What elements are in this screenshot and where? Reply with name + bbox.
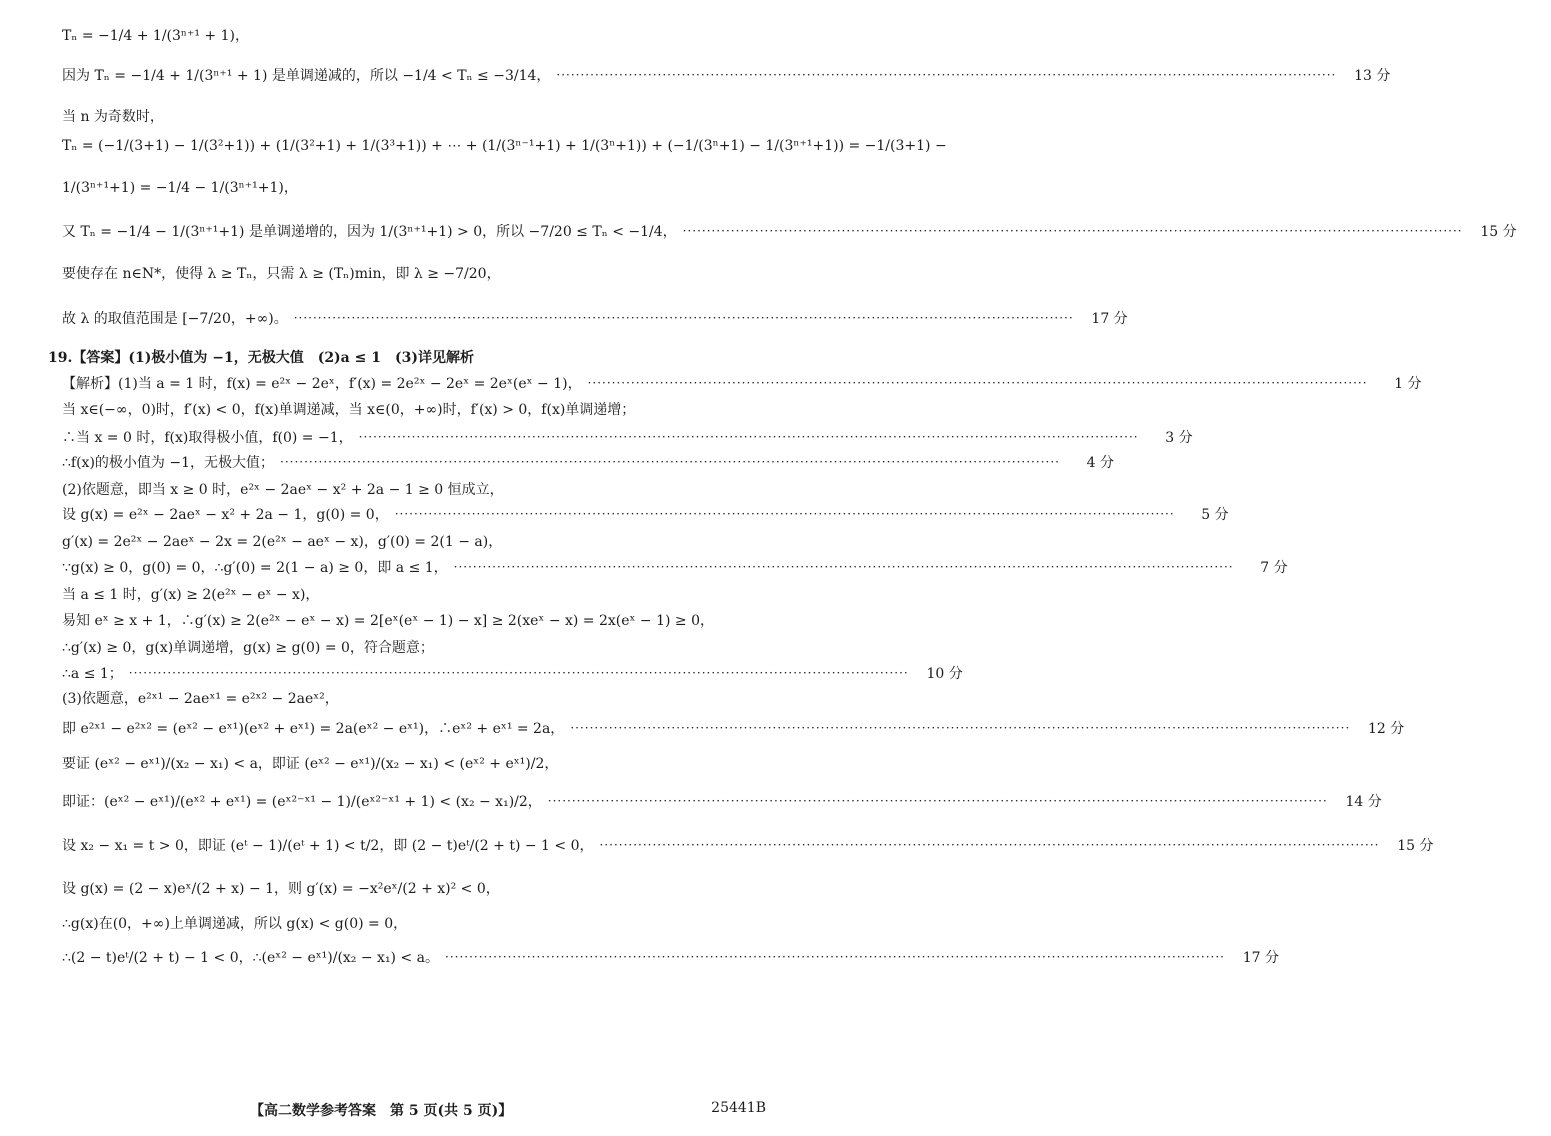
- page-footer: [0, 1094, 800, 1124]
- line-text: ∴当 x = 0 时，f(x)取得极小值，f(0) = −1，: [62, 430, 353, 446]
- dot-leader: [445, 950, 1225, 964]
- score-label: 10 分: [926, 666, 963, 682]
- line-text: 又 Tₙ = −1/4 − 1/(3ⁿ⁺¹+1) 是单调递增的，因为 1/(3ⁿ⁺¹+1) > 0，所以 −7/20 ≤ Tₙ < −1/4，: [62, 224, 677, 240]
- dot-leader: [683, 224, 1463, 238]
- footer-title: 【高二数学参考答案 第 5 页(共 5 页)】: [250, 1103, 513, 1119]
- dot-leader: [600, 838, 1380, 852]
- text-line: [0, 58, 1391, 92]
- line-text: Tₙ = −1/4 + 1/(3ⁿ⁺¹ + 1)，: [62, 28, 249, 44]
- text-line: [0, 681, 800, 715]
- text-line: [0, 301, 1128, 335]
- text-line: [0, 99, 800, 133]
- line-text: 19.【答案】(1)极小值为 −1，无极大值 (2)a ≤ 1 (3)详见解析: [48, 350, 474, 366]
- score-label: 15 分: [1480, 224, 1517, 240]
- score-label: 17 分: [1091, 311, 1128, 327]
- text-line: [0, 940, 1279, 974]
- text-line: [0, 784, 1382, 818]
- score-label: 3 分: [1165, 430, 1193, 446]
- dot-leader: [570, 721, 1350, 735]
- footer-code: 25441B: [711, 1100, 766, 1116]
- line-text: 即证：(eˣ² − eˣ¹)/(eˣ² + eˣ¹) = (eˣ²⁻ˣ¹ − 1)/(eˣ²⁻ˣ¹ + 1) < (x₂ − x₁)/2，: [62, 794, 542, 810]
- score-label: 12 分: [1368, 721, 1405, 737]
- line-text: 设 g(x) = (2 − x)eˣ/(2 + x) − 1，则 g′(x) = −x²eˣ/(2 + x)² < 0，: [62, 881, 500, 897]
- line-text: 当 x∈(−∞，0)时，f′(x) < 0，f(x)单调递减，当 x∈(0，+∞)时，f′(x) > 0，f(x)单调递增；: [62, 402, 636, 418]
- line-text: (3)依题意，e²ˣ¹ − 2aeˣ¹ = e²ˣ² − 2aeˣ²，: [62, 691, 339, 707]
- line-text: 要使存在 n∈N*，使得 λ ≥ Tₙ，只需 λ ≥ (Tₙ)min，即 λ ≥ −7/20，: [62, 266, 501, 282]
- score-label: 4 分: [1086, 455, 1114, 471]
- line-text: 即 e²ˣ¹ − e²ˣ² = (eˣ² − eˣ¹)(eˣ² + eˣ¹) = 2a(eˣ² − eˣ¹)，∴eˣ² + eˣ¹ = 2a，: [62, 721, 565, 737]
- text-line: [0, 129, 947, 163]
- line-text: ∴a ≤ 1；: [62, 666, 123, 682]
- text-line: [0, 18, 800, 52]
- line-text: g′(x) = 2e²ˣ − 2aeˣ − 2x = 2(e²ˣ − aeˣ − x)，g′(0) = 2(1 − a)，: [62, 534, 503, 550]
- line-text: ∴f(x)的极小值为 −1，无极大值；: [62, 455, 274, 471]
- dot-leader: [548, 794, 1328, 808]
- text-line: [0, 871, 800, 905]
- score-label: 17 分: [1242, 950, 1279, 966]
- line-text: 当 n 为奇数时，: [62, 109, 164, 125]
- line-text: (2)依题意，即当 x ≥ 0 时，e²ˣ − 2aeˣ − x² + 2a − 1 ≥ 0 恒成立，: [62, 482, 504, 498]
- score-label: 7 分: [1260, 560, 1288, 576]
- text-line: [0, 170, 800, 204]
- score-label: 13 分: [1354, 68, 1391, 84]
- score-label: 5 分: [1201, 507, 1229, 523]
- dot-leader: [556, 68, 1336, 82]
- score-label: 1 分: [1394, 376, 1422, 392]
- text-line: [0, 746, 800, 780]
- line-text: 【解析】(1)当 a = 1 时，f(x) = e²ˣ − 2eˣ，f′(x) = 2e²ˣ − 2eˣ = 2eˣ(eˣ − 1)，: [62, 376, 582, 392]
- line-text: 1/(3ⁿ⁺¹+1) = −1/4 − 1/(3ⁿ⁺¹+1)，: [62, 180, 298, 196]
- dot-leader: [588, 376, 1368, 390]
- line-text: 要证 (eˣ² − eˣ¹)/(x₂ − x₁) < a，即证 (eˣ² − eˣ¹)/(x₂ − x₁) < (eˣ² + eˣ¹)/2，: [62, 756, 559, 772]
- line-text: 故 λ 的取值范围是 [−7/20，+∞)。: [62, 311, 288, 327]
- line-text: 设 g(x) = e²ˣ − 2aeˣ − x² + 2a − 1，g(0) = 0，: [62, 507, 389, 523]
- text-line: [0, 906, 800, 940]
- dot-leader: [129, 666, 909, 680]
- line-text: 当 a ≤ 1 时，g′(x) ≥ 2(e²ˣ − eˣ − x)，: [62, 587, 320, 603]
- dot-leader: [294, 311, 1074, 325]
- line-text: Tₙ = (−1/(3+1) − 1/(3²+1)) + (1/(3²+1) + 1/(3³+1)) + ⋯ + (1/(3ⁿ⁻¹+1) + 1/(3ⁿ+1)) + (−1/(3ⁿ+1) − 1/(3ⁿ⁺¹+1)) = −1/(3+1) −: [62, 138, 947, 154]
- dot-leader: [280, 455, 1060, 469]
- text-line: [0, 828, 1434, 862]
- line-text: 设 x₂ − x₁ = t > 0，即证 (eᵗ − 1)/(eᵗ + 1) < t/2，即 (2 − t)eᵗ/(2 + t) − 1 < 0，: [62, 838, 594, 854]
- line-text: ∴g(x)在(0，+∞)上单调递减，所以 g(x) < g(0) = 0，: [62, 916, 408, 932]
- text-line: [0, 256, 800, 290]
- score-label: 15 分: [1397, 838, 1434, 854]
- line-text: 因为 Tₙ = −1/4 + 1/(3ⁿ⁺¹ + 1) 是单调递减的，所以 −1/4 < Tₙ ≤ −3/14，: [62, 68, 551, 84]
- text-line: [0, 711, 1405, 745]
- line-text: ∵g(x) ≥ 0，g(0) = 0，∴g′(0) = 2(1 − a) ≥ 0，即 a ≤ 1，: [62, 560, 448, 576]
- line-text: 易知 eˣ ≥ x + 1，∴g′(x) ≥ 2(e²ˣ − eˣ − x) = 2[eˣ(eˣ − 1) − x] ≥ 2(xeˣ − x) = 2x(eˣ − 1) ≥ 0，: [62, 613, 715, 629]
- score-label: 14 分: [1345, 794, 1382, 810]
- dot-leader: [395, 507, 1175, 521]
- line-text: ∴(2 − t)eᵗ/(2 + t) − 1 < 0，∴(eˣ² − eˣ¹)/(x₂ − x₁) < a。: [62, 950, 440, 966]
- line-text: ∴g′(x) ≥ 0，g(x)单调递增，g(x) ≥ g(0) = 0，符合题意；: [62, 640, 434, 656]
- dot-leader: [359, 430, 1139, 444]
- text-line: [0, 214, 1517, 248]
- dot-leader: [454, 560, 1234, 574]
